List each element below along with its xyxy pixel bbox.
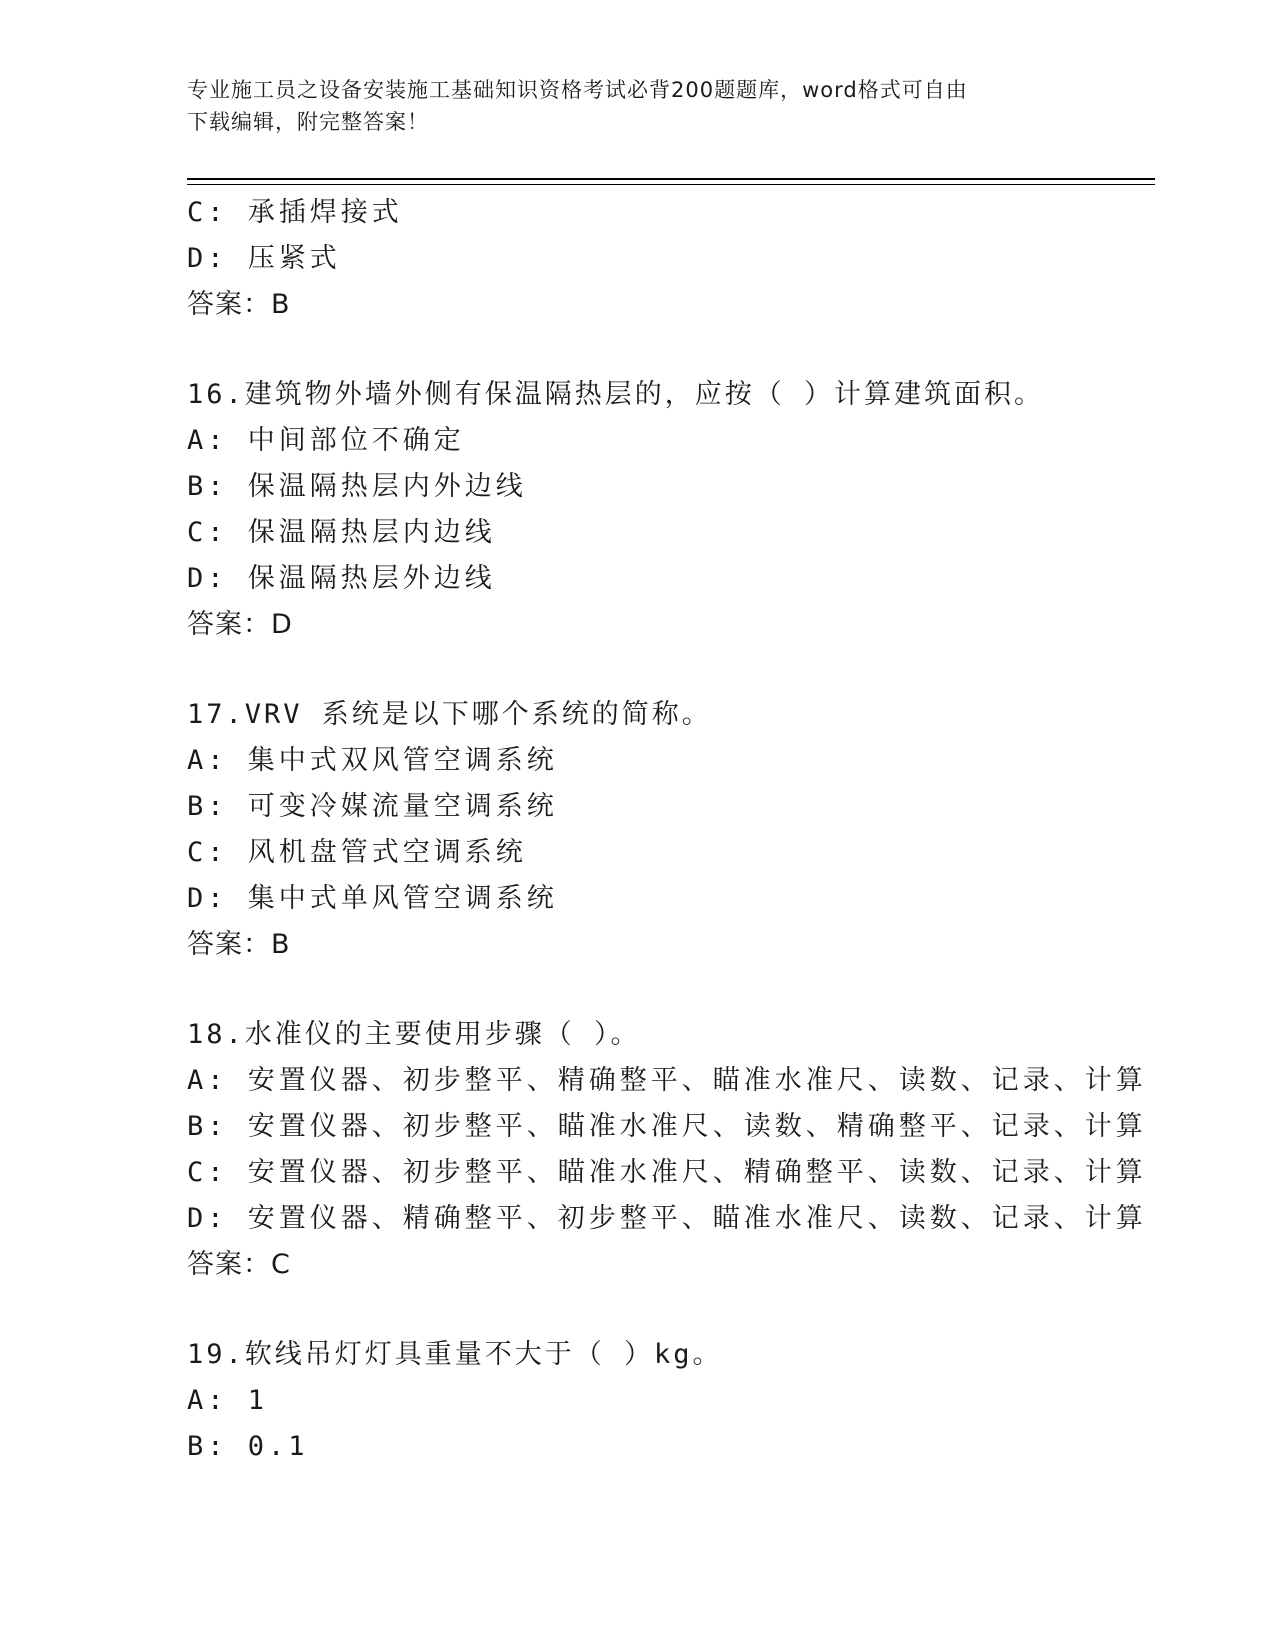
option-c: C: 承插焊接式 — [187, 197, 403, 228]
question-title: 17.VRV 系统是以下哪个系统的简称。 — [187, 699, 712, 730]
option-b: B: 保温隔热层内外边线 — [187, 471, 527, 502]
header-line-1: 专业施工员之设备安装施工基础知识资格考试必背200题题库，word格式可自由 — [187, 78, 968, 102]
option-d: D: 保温隔热层外边线 — [187, 563, 496, 594]
answer-line: 答案：B — [187, 289, 291, 320]
option-c: C: 风机盘管式空调系统 — [187, 837, 527, 868]
answer-line: 答案：B — [187, 929, 291, 960]
option-c: C: 保温隔热层内边线 — [187, 517, 496, 548]
option-b: B: 可变冷媒流量空调系统 — [187, 791, 558, 822]
option-d: D: 压紧式 — [187, 243, 341, 274]
question-title: 16.建筑物外墙外侧有保温隔热层的，应按（ ）计算建筑面积。 — [187, 379, 1045, 410]
option-b: B: 0.1 — [187, 1431, 309, 1462]
option-b: B: 安置仪器、初步整平、瞄准水准尺、读数、精确整平、记录、计算 — [187, 1111, 1147, 1142]
question-list — [187, 190, 1187, 1470]
answer-line: 答案：C — [187, 1249, 291, 1280]
header-line-2: 下载编辑，附完整答案！ — [187, 110, 429, 134]
header-divider-thin — [187, 184, 1155, 185]
option-c: C: 安置仪器、初步整平、瞄准水准尺、精确整平、读数、记录、计算 — [187, 1157, 1147, 1188]
question-title: 19.软线吊灯灯具重量不大于（ ）kg。 — [187, 1339, 723, 1370]
option-a: A: 集中式双风管空调系统 — [187, 745, 558, 776]
question-title: 18.水准仪的主要使用步骤（ ）。 — [187, 1019, 641, 1050]
header-divider-thick — [187, 178, 1155, 180]
option-a: A: 中间部位不确定 — [187, 425, 465, 456]
option-a: A: 1 — [187, 1385, 269, 1416]
option-d: D: 集中式单风管空调系统 — [187, 883, 558, 914]
option-d: D: 安置仪器、精确整平、初步整平、瞄准水准尺、读数、记录、计算 — [187, 1203, 1147, 1234]
document-header — [187, 74, 1087, 138]
answer-line: 答案：D — [187, 609, 293, 640]
option-a: A: 安置仪器、初步整平、精确整平、瞄准水准尺、读数、记录、计算 — [187, 1065, 1147, 1096]
